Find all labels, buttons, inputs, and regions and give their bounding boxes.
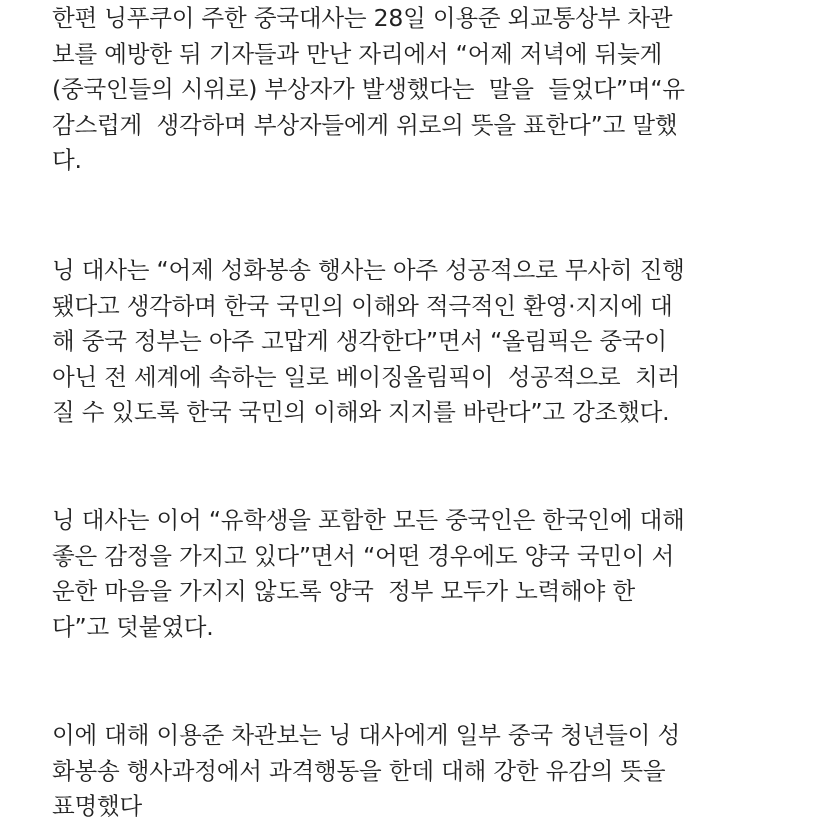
paragraph-1: [52, 1, 685, 179]
text-line: 화봉송 행사과정에서 과격행동을 한데 대해 강한 유감의 뜻을: [52, 756, 666, 785]
text-line: 표명했다: [52, 792, 143, 820]
text-line: 다.: [52, 146, 82, 174]
text-line: 한편 닝푸쿠이 주한 중국대사는 28일 이용준 외교통상부 차관: [52, 4, 673, 32]
text-line: 다”고 덧붙였다.: [52, 612, 214, 641]
text-line: 운한 마음을 가지지 않도록 양국 정부 모두가 노력해야 한: [52, 577, 635, 605]
text-line: (중국인들의 시위로) 부상자가 발생했다는 말을 들었다”며“유: [52, 75, 685, 103]
text-line: 닝 대사는 “어제 성화봉송 행사는 아주 성공적으로 무사히 진행: [52, 256, 685, 284]
paragraph-3: [52, 503, 685, 645]
text-line: 이에 대해 이용준 차관보는 닝 대사에게 일부 중국 청년들이 성: [52, 721, 680, 749]
text-line: 아닌 전 세계에 속하는 일로 베이징올림픽이 성공적으로 치러: [52, 362, 680, 391]
text-line: 보를 예방한 뒤 기자들과 만난 자리에서 “어제 저녁에 뒤늦게: [52, 39, 663, 68]
paragraph-2: [52, 253, 685, 431]
text-line: 됐다고 생각하며 한국 국민의 이해와 적극적인 환영·지지에 대: [52, 291, 673, 320]
text-line: 좋은 감정을 가지고 있다”면서 “어떤 경우에도 양국 국민이 서: [52, 541, 675, 570]
text-line: 해 중국 정부는 아주 고맙게 생각한다”면서 “올림픽은 중국이: [52, 327, 667, 355]
text-line: 감스럽게 생각하며 부상자들에게 위로의 뜻을 표한다”고 말했: [52, 110, 678, 139]
paragraph-4: [52, 718, 680, 825]
text-line: 질 수 있도록 한국 국민의 이해와 지지를 바란다”고 강조했다.: [52, 398, 670, 426]
text-line: 닝 대사는 이어 “유학생을 포함한 모든 중국인은 한국인에 대해: [52, 506, 685, 534]
